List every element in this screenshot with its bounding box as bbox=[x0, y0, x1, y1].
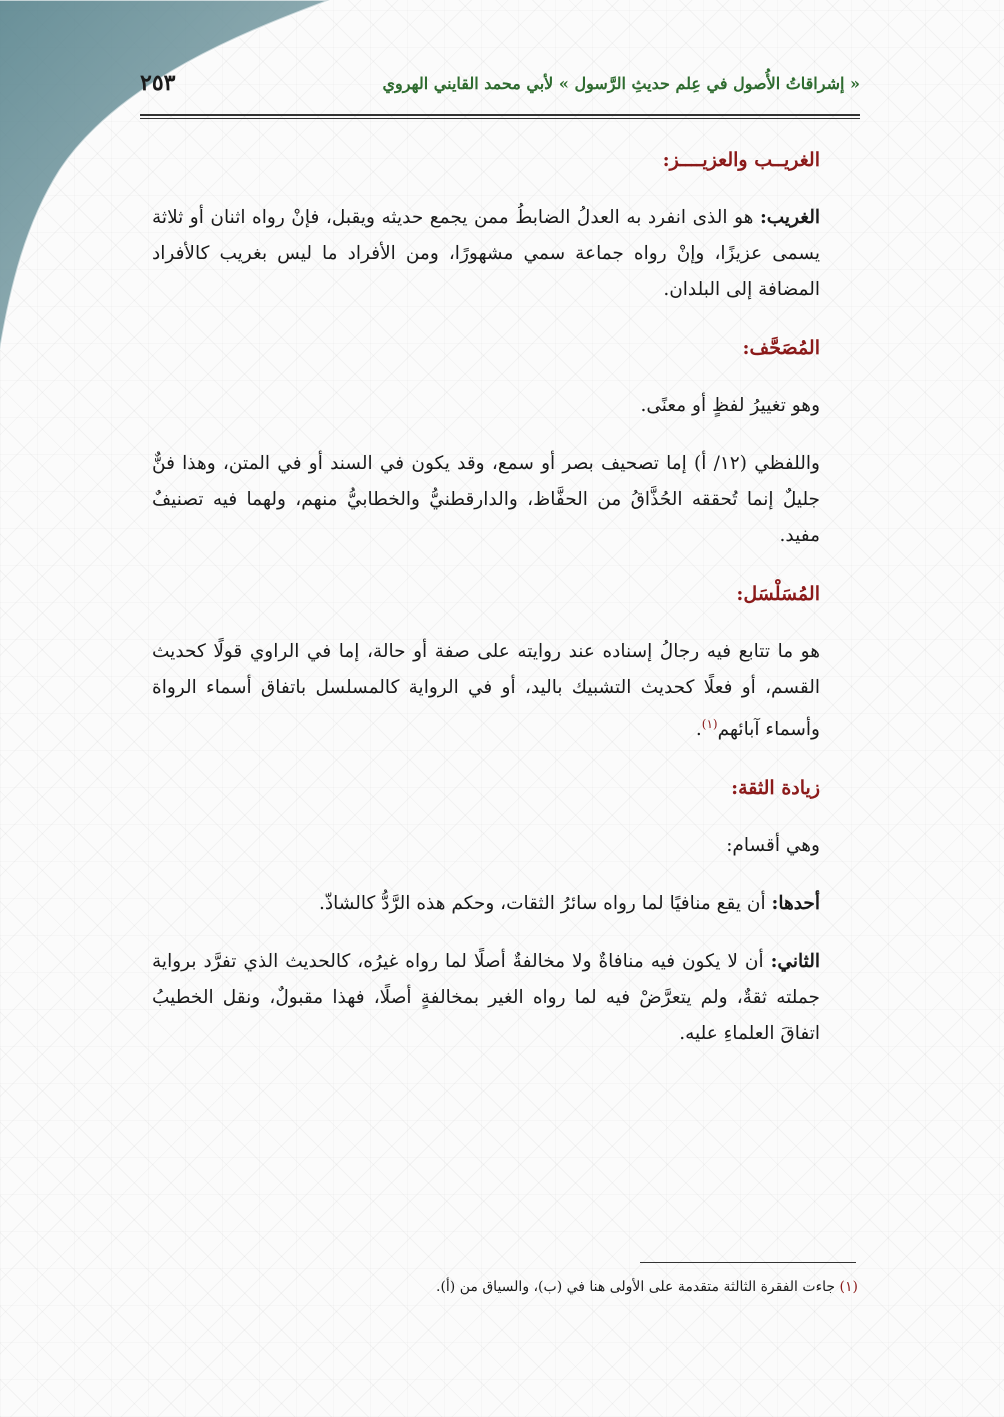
footnote bbox=[152, 1276, 858, 1298]
paragraph-musalsal-text: هو ما تتابع فيه رجالُ إسناده عند روايته على صفة أو حالة، إما في الراوي قولًا كحديث القسم، أو فعلًا كحديث التشبيك باليد، أو في الرواية كالمسلسل باتفاق أسماء الرواة وأسماء آبائهم bbox=[152, 641, 820, 741]
term-second: الثاني: bbox=[770, 951, 820, 973]
footnote-rule bbox=[640, 1262, 856, 1263]
footnote-reference[interactable]: (١) bbox=[701, 717, 718, 731]
term-first: أحدها: bbox=[771, 893, 820, 915]
paragraph-gharib bbox=[152, 200, 820, 308]
paragraph-ziyada-intro: وهي أقسام: bbox=[726, 835, 820, 857]
heading-ziyada: زيادة الثقة: bbox=[731, 777, 820, 800]
footnote-number: (١) bbox=[839, 1279, 858, 1295]
paragraph-musahhaf-definition: وهو تغييرُ لفظٍ أو معنًى. bbox=[640, 395, 820, 416]
page-number: ٢٥٣ bbox=[140, 70, 176, 96]
main-text bbox=[152, 142, 820, 1074]
term-gharib: الغريب: bbox=[759, 207, 820, 228]
paragraph-ziyada-first-text: أن يقع منافيًا لما رواه سائرُ الثقات، وحكم هذه الرَّدُّ كالشاذّ. bbox=[319, 893, 772, 915]
paragraph-gharib-text: هو الذى انفرد به العدلُ الضابطُ ممن يجمع حديثه ويقبل، فإنْ رواه اثنان أو ثلاثة يسمى عزيزًا، وإنْ رواه جماعة سمي مشهورًا، ومن الأفراد ما ليس بغريب كالأفراد المضافة إلى البلدان. bbox=[152, 207, 820, 300]
paragraph-ziyada-second-text: أن لا يكون فيه منافاةٌ ولا مخالفةٌ أصلًا لما رواه غيرُه، كالحديث الذي تفرَّد برواية جملته ثقةٌ، ولم يتعرَّضْ فيه لما رواه الغير بمخالفةٍ أصلًا، فهذا مقبولٌ، ونقل الخطيبُ اتفاقَ العلماءِ عليه. bbox=[152, 951, 820, 1045]
running-header bbox=[140, 68, 860, 108]
paragraph-musalsal bbox=[152, 634, 820, 748]
book-title: « إشراقاتُ الأُصول في عِلم حديثِ الرَّسول » لأبي محمد القايني الهروي bbox=[382, 74, 860, 93]
footnote-text: جاءت الفقرة الثالثة متقدمة على الأولى هنا في (ب)، والسياق من (أ). bbox=[436, 1279, 840, 1295]
paragraph-musahhaf-details: واللفظي (١٢/ أ) إما تصحيف بصر أو سمع، وقد يكون في السند أو في المتن، وهذا فنٌّ جليلٌ إنما تُحققه الحُذَّاقُ من الحفَّاظ، والدارقطنيُّ والخطابيُّ منهم، ولهما فيه تصنيفٌ مفيد. bbox=[152, 453, 820, 546]
heading-musalsal: المُسَلْسَل: bbox=[736, 583, 820, 605]
heading-musahhaf: المُصَحَّف: bbox=[742, 337, 820, 359]
paragraph-musalsal-end: . bbox=[695, 719, 702, 741]
heading-gharib: الغريــب والعزيــــز: bbox=[662, 149, 820, 171]
header-rule bbox=[140, 114, 860, 119]
paragraph-ziyada-first bbox=[152, 886, 820, 922]
paragraph-ziyada-second bbox=[152, 944, 820, 1052]
